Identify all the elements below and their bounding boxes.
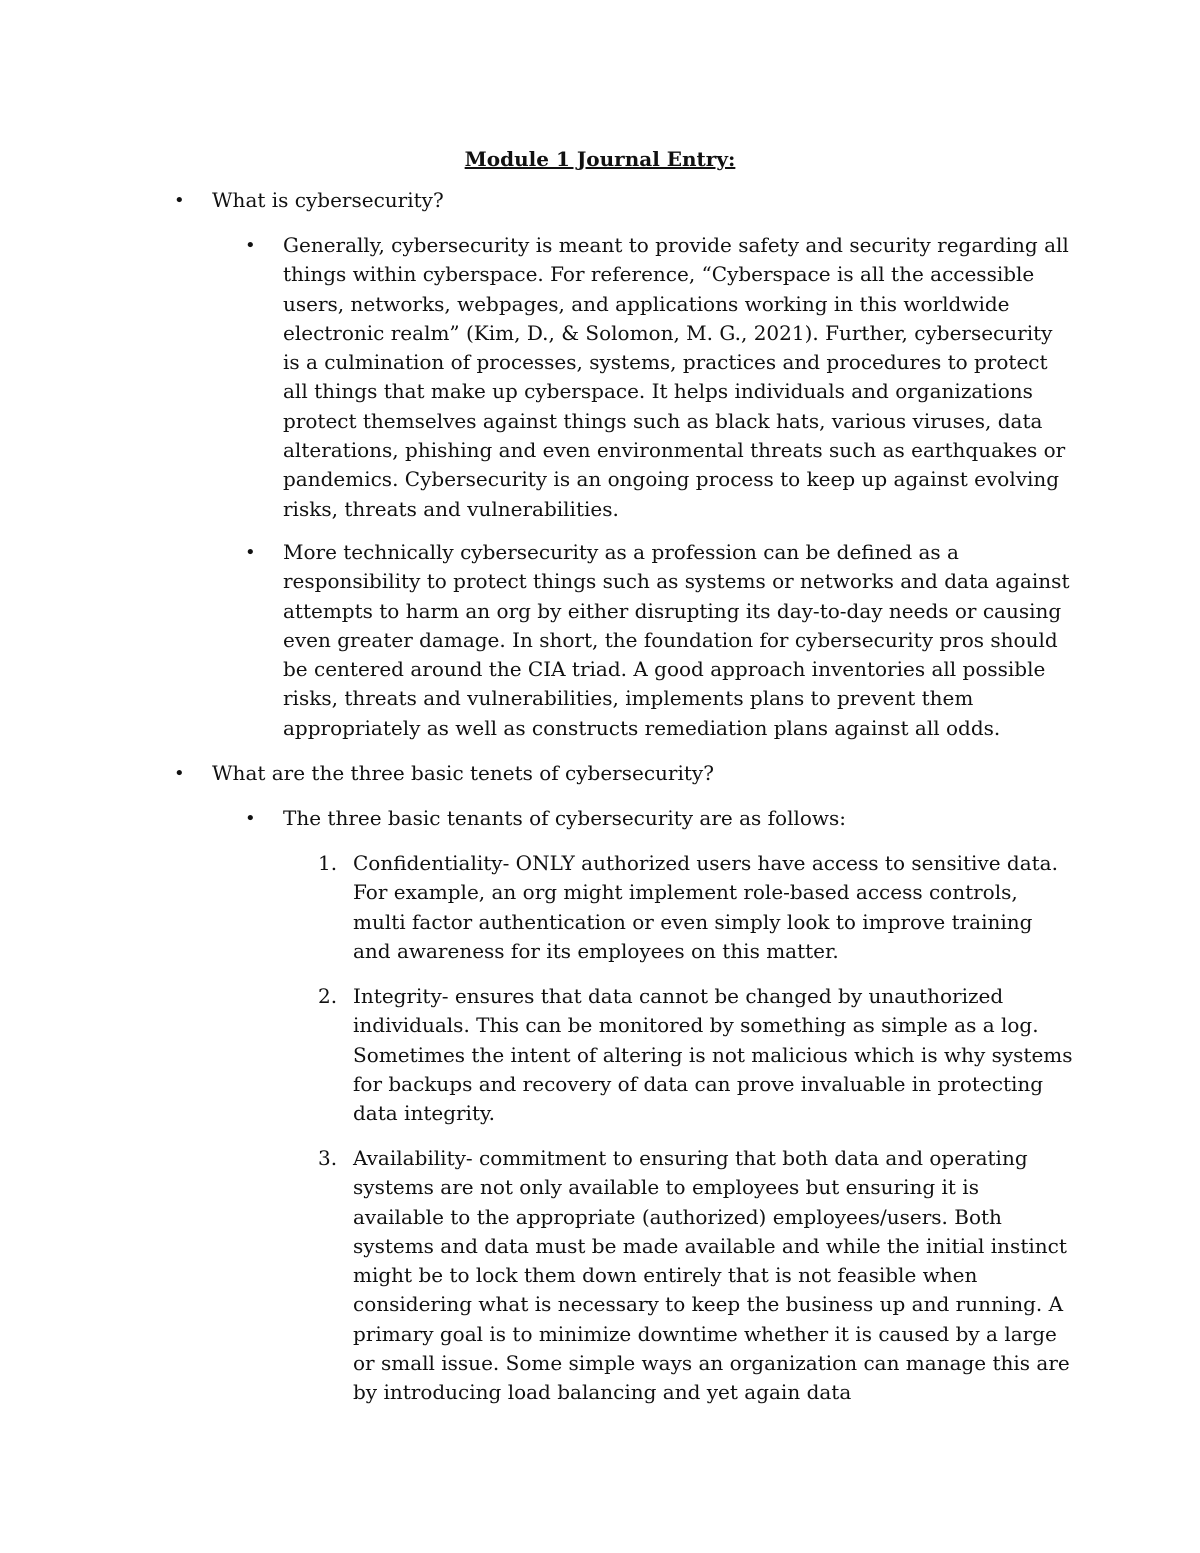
q2-intro: The three basic tenants of cybersecurity are as follows: xyxy=(283,806,847,830)
q1-answer-1: Generally, cybersecurity is meant to provide safety and security regarding all things within cyberspace. For reference, “Cyberspace is all the accessible users, networks, webpages, and applications working in this worldwide electronic realm” (Kim, D., & Solomon, M. G., 2021). Further, cybersecurity is a culmination of processes, systems, practices and procedures to protect all things that make up cyberspace. It helps individuals and organizations protect themselves against things such as black hats, various viruses, data alterations, phishing and even environmental threats such as earthquakes or pandemics. Cybersecurity is an ongoing process to keep up against evolving risks, threats and vulnerabilities. xyxy=(283,233,1069,521)
tenet-number: 1. xyxy=(318,851,338,875)
tenet-number: 3. xyxy=(318,1146,338,1170)
bullet-icon: • xyxy=(174,763,185,784)
page-title: Module 1 Journal Entry: xyxy=(464,147,736,171)
q1-answer-2: More technically cybersecurity as a profession can be defined as a responsibility to protect things such as systems or networks and data against attempts to harm an org by either disrupting its day-to-day needs or causing even greater damage. In short, the foundation for cybersecurity pros should be centered around the CIA triad. A good approach inventories all possible risks, threats and vulnerabilities, implements plans to prevent them appropriately as well as constructs remediation plans against all odds. xyxy=(283,540,1070,740)
tenet-availability: Availability- commitment to ensuring that both data and operating systems are not only available to employees but ensuring it is available to the appropriate (authorized) employees/users. Both systems and data must be made available and while the initial instinct might be to lock them down entirely that is not feasible when considering what is necessary to keep the business up and running. A primary goal is to minimize downtime whether it is caused by a large or small issue. Some simple ways an organization can manage this are by introducing load balancing and yet again data xyxy=(353,1146,1070,1405)
question-1: What is cybersecurity? xyxy=(212,188,444,212)
question-2: What are the three basic tenets of cybersecurity? xyxy=(212,761,714,785)
bullet-icon: • xyxy=(174,190,185,211)
tenet-number: 2. xyxy=(318,984,338,1008)
bullet-icon: • xyxy=(245,235,256,256)
bullet-icon: • xyxy=(245,542,256,563)
bullet-icon: • xyxy=(245,808,256,829)
tenet-integrity: Integrity- ensures that data cannot be changed by unauthorized individuals. This can be monitored by something as simple as a log. Sometimes the intent of altering is not malicious which is why systems for backups and recovery of data can prove invaluable in protecting data integrity. xyxy=(353,984,1073,1126)
tenet-confidentiality: Confidentiality- ONLY authorized users have access to sensitive data. For example, an org might implement role-based access controls, multi factor authentication or even simply look to improve training and awareness for its employees on this matter. xyxy=(353,851,1058,963)
